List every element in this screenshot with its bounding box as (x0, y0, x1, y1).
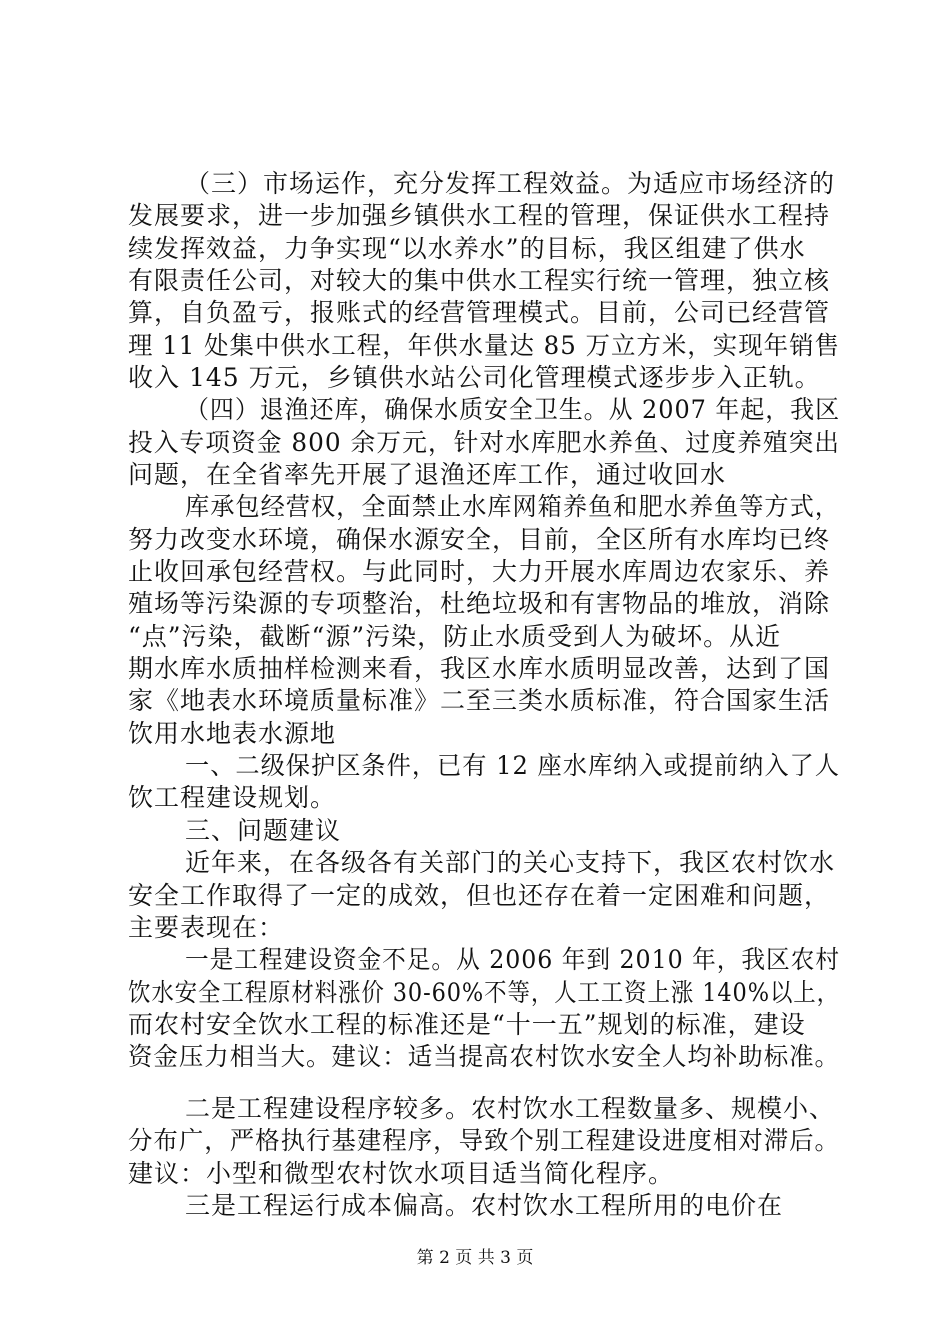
text-line: 努力改变水环境，确保水源安全，目前，全区所有水库均已终 (128, 525, 831, 554)
text-line: 三是工程运行成本偏高。农村饮水工程所用的电价在 (185, 1191, 784, 1220)
text-line: （四）退渔还库，确保水质安全卫生。从 2007 年起，我区 (185, 395, 841, 424)
text-line: 一、二级保护区条件，已有 12 座水库纳入或提前纳入了人 (185, 751, 840, 780)
text-line: 建议：小型和微型农村饮水项目适当简化程序。 (128, 1159, 675, 1188)
text-line: 资金压力相当大。建议：适当提高农村饮水安全人均补助标准。 (128, 1042, 840, 1071)
text-line: 近年来，在各级各有关部门的关心支持下，我区农村饮水 (185, 848, 836, 877)
text-line: 算，自负盈亏，报账式的经营管理模式。目前，公司已经营管 (128, 298, 831, 327)
text-line: 收入 145 万元，乡镇供水站公司化管理模式逐步步入正轨。 (128, 363, 821, 392)
text-line: 安全工作取得了一定的成效，但也还存在着一定困难和问题， (128, 881, 831, 910)
text-line: 有限责任公司，对较大的集中供水工程实行统一管理，独立核 (128, 266, 831, 295)
text-line: 发展要求，进一步加强乡镇供水工程的管理，保证供水工程持 (128, 201, 831, 230)
text-line: 问题，在全省率先开展了退渔还库工作，通过收回水 (128, 460, 727, 489)
text-line: 分布广，严格执行基建程序，导致个别工程建设进度相对滞后。 (128, 1126, 840, 1155)
text-line: 饮用水地表水源地 (128, 719, 337, 748)
section-heading: 三、问题建议 (185, 816, 342, 845)
text-line: （三）市场运作，充分发挥工程效益。为适应市场经济的 (185, 169, 836, 198)
text-line: 续发挥效益，力争实现“以水养水”的目标，我区组建了供水 (128, 234, 806, 263)
text-line: 止收回承包经营权。与此同时，大力开展水库周边农家乐、养 (128, 557, 831, 586)
text-line: 一是工程建设资金不足。从 2006 年到 2010 年，我区农村 (185, 945, 840, 974)
text-line: 饮工程建设规划。 (128, 783, 337, 812)
text-line: 二是工程建设程序较多。农村饮水工程数量多、规模小、 (185, 1094, 836, 1123)
text-line: 殖场等污染源的专项整治，杜绝垃圾和有害物品的堆放，消除 (128, 589, 831, 618)
text-line: 理 11 处集中供水工程，年供水量达 85 万立方米，实现年销售 (128, 331, 841, 360)
text-line: 期水库水质抽样检测来看，我区水库水质明显改善，达到了国 (128, 654, 831, 683)
text-line: 饮水安全工程原材料涨价 30-60%不等，人工工资上涨 140%以上， (128, 978, 840, 1007)
text-line: 而农村安全饮水工程的标准还是“十一五”规划的标准，建设 (128, 1010, 806, 1039)
text-line: 主要表现在： (128, 913, 285, 942)
text-line: 投入专项资金 800 余万元，针对水库肥水养鱼、过度养殖突出 (128, 428, 841, 457)
page-number: 第 2 页 共 3 页 (416, 1248, 534, 1268)
text-line: 家《地表水环境质量标准》二至三类水质标准，符合国家生活 (128, 686, 831, 715)
text-line: “点”污染，截断“源”污染，防止水质受到人为破坏。从近 (128, 622, 782, 651)
text-line: 库承包经营权，全面禁止水库网箱养鱼和肥水养鱼等方式， (185, 492, 840, 521)
